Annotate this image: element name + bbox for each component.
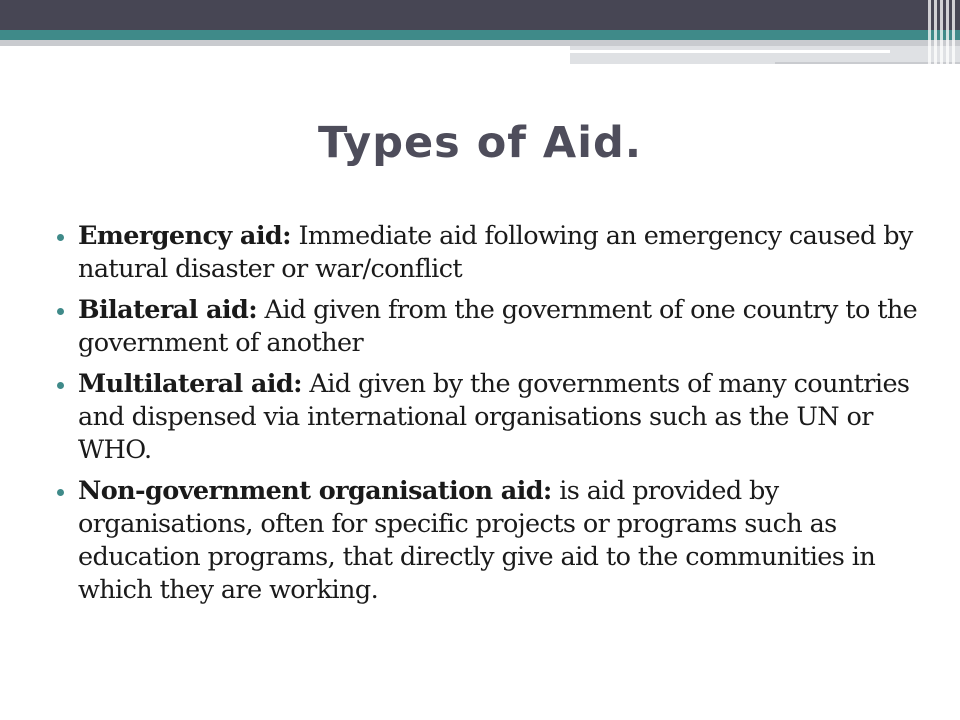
bullet-text: Aid given from the government of one country to the government of another (78, 295, 918, 358)
bullet-term: Bilateral aid: (78, 295, 258, 325)
bullet-term: Multilateral aid: (78, 369, 302, 399)
bullet-dot-icon (57, 234, 64, 241)
bullet-dot-icon (57, 382, 64, 389)
bullet-list (50, 220, 930, 615)
header-band-teal (0, 30, 960, 40)
bullet-item-emergency-aid (50, 220, 930, 286)
bullet-term: Emergency aid: (78, 221, 291, 251)
bullet-text: is aid provided by organisations, often for specific projects or programs such as education programs, that directly give aid to the communities in which they are working. (78, 476, 876, 605)
header-stripes (928, 0, 960, 64)
bullet-dot-icon (57, 308, 64, 315)
bullet-item-bilateral-aid (50, 294, 930, 360)
bullet-text: Aid given by the governments of many countries and dispensed via international organisations such as the UN or WHO. (78, 369, 910, 465)
bullet-item-multilateral-aid (50, 368, 930, 467)
bullet-term: Non-government organisation aid: (78, 476, 552, 506)
bullet-dot-icon (57, 489, 64, 496)
slide-title: Types of Aid. (317, 118, 643, 168)
bullet-item-ngo-aid (50, 475, 930, 607)
header-band-dark (0, 0, 960, 30)
bullet-text: Immediate aid following an emergency caused by natural disaster or war/conflict (78, 221, 913, 284)
header-line (570, 50, 890, 53)
